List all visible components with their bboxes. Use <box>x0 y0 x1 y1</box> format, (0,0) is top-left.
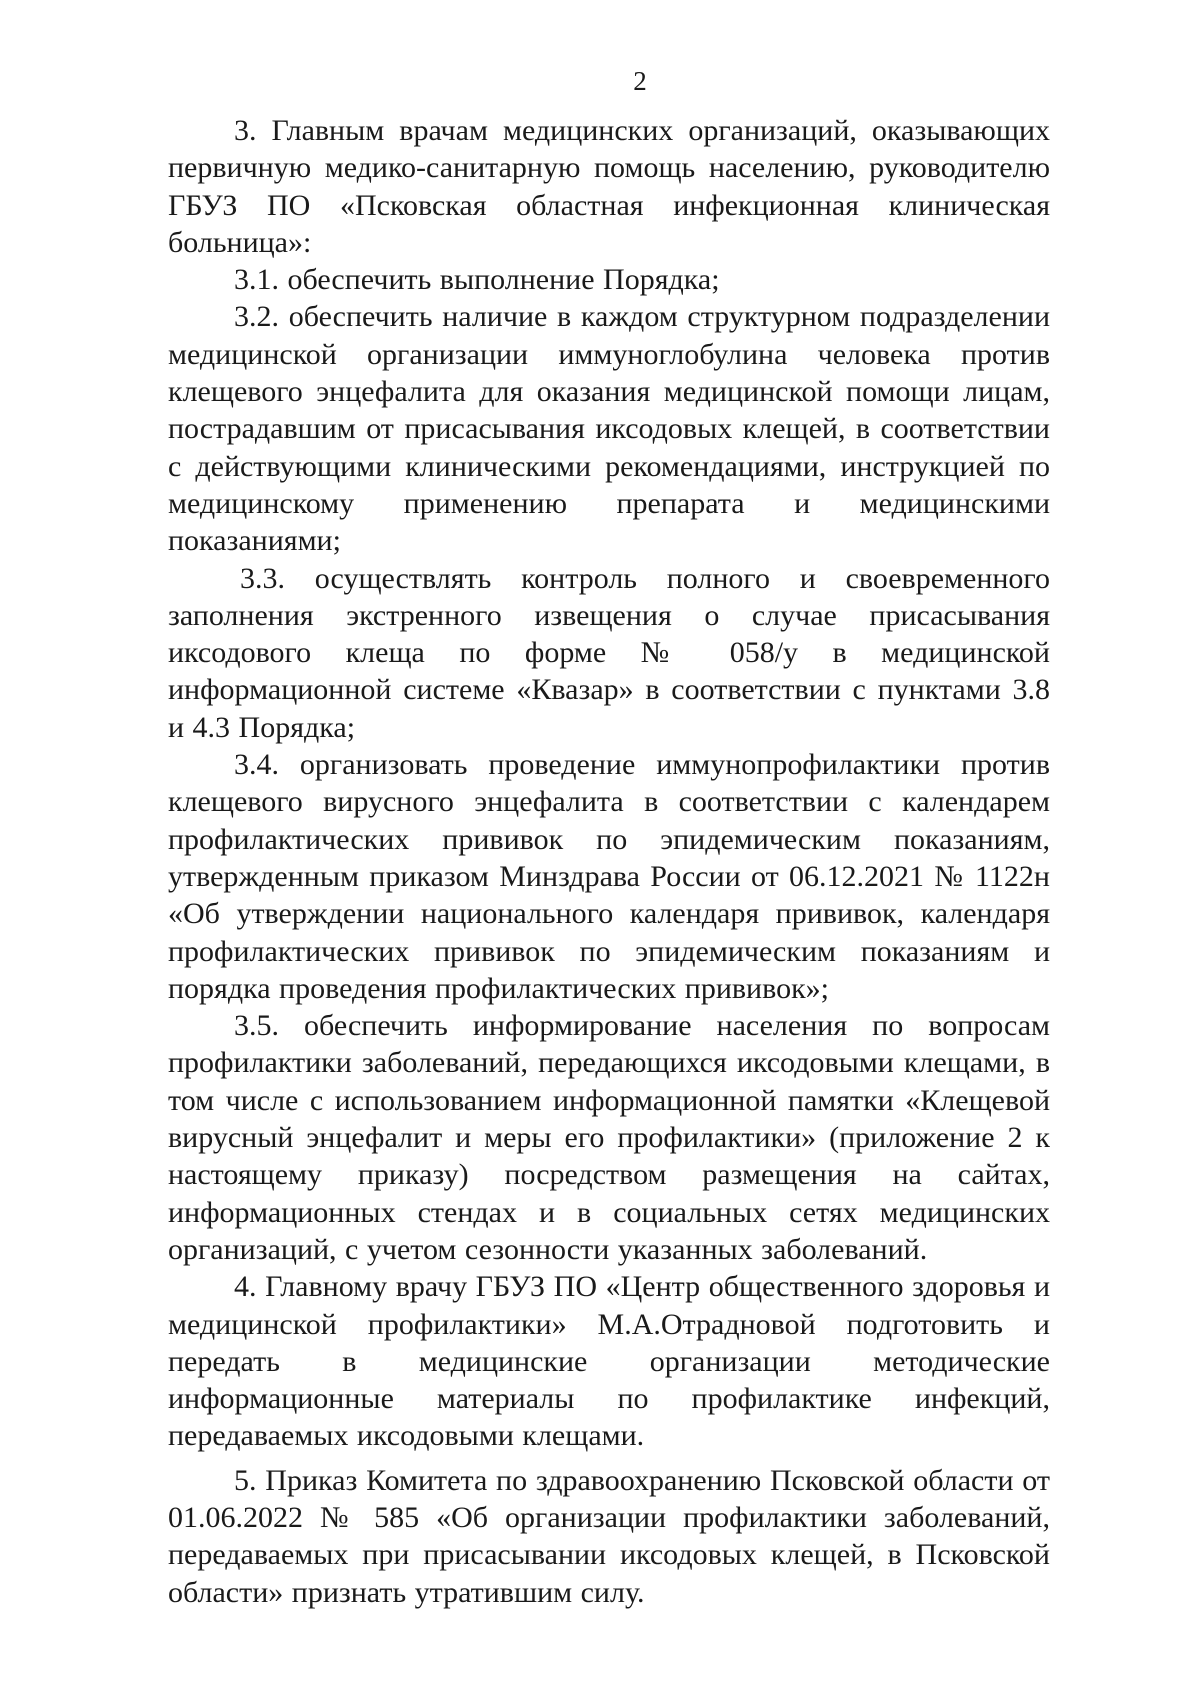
paragraph-3-2: 3.2. обеспечить наличие в каждом структурном подразделении медицинской организации иммуноглобулина человека против клещевого энцефалита для оказания медицинской помощи лицам, пострадавшим от присасывания иксодовых клещей, в соответствии с действующими клиническими рекомендациями, инструкцией по медицинскому применению препарата и медицинскими показаниями; <box>168 300 1050 558</box>
paragraph-3-4: 3.4. организовать проведение иммунопрофилактики против клещевого вирусного энцефалита в соответствии с календарем профилактических прививок по эпидемическим показаниям, утвержденным приказом Минздрава России от 06.12.2021 № 1122н «Об утверждении национального календаря прививок, календаря профилактических прививок по эпидемическим показаниям и порядка проведения профилактических прививок»; <box>168 748 1050 1005</box>
paragraph-3-3: 3.3. осуществлять контроль полного и своевременного заполнения экстренного извещения о случае присасывания иксодового клеща по форме № 058/у в медицинской информационной системе «Квазар» в соответствии с пунктами 3.8 и 4.3 Порядка; <box>168 561 1050 744</box>
page-number: 2 <box>633 66 647 96</box>
paragraph-3-5: 3.5. обеспечить информирование населения по вопросам профилактики заболеваний, передающихся иксодовыми клещами, в том числе с использованием информационной памятки «Клещевой вирусный энцефалит и меры его профилактики» (приложение 2 к настоящему приказу) посредством размещения на сайтах, информационных стендах и в социальных сетях медицинских организаций, с учетом сезонности указанных заболеваний. <box>168 1009 1050 1266</box>
paragraph-4: 4. Главному врачу ГБУЗ ПО «Центр общественного здоровья и медицинской профилактики» М.А.Отрадновой подготовить и передать в медицинские организации методические информационные материалы по профилактике инфекций, передаваемых иксодовыми клещами. <box>168 1270 1050 1453</box>
paragraph-3-1: 3.1. обеспечить выполнение Порядка; <box>234 263 720 297</box>
paragraph-5: 5. Приказ Комитета по здравоохранению Псковской области от 01.06.2022 № 585 «Об организации профилактики заболеваний, передаваемых при присасывании иксодовых клещей, в Псковской области» признать утратившим силу. <box>168 1463 1050 1609</box>
paragraph-3: 3. Главным врачам медицинских организаций, оказывающих первичную медико-санитарную помощь населению, руководителю ГБУЗ ПО «Псковская областная инфекционная клиническая больница»: <box>168 114 1050 259</box>
document-body <box>168 112 1050 1611</box>
